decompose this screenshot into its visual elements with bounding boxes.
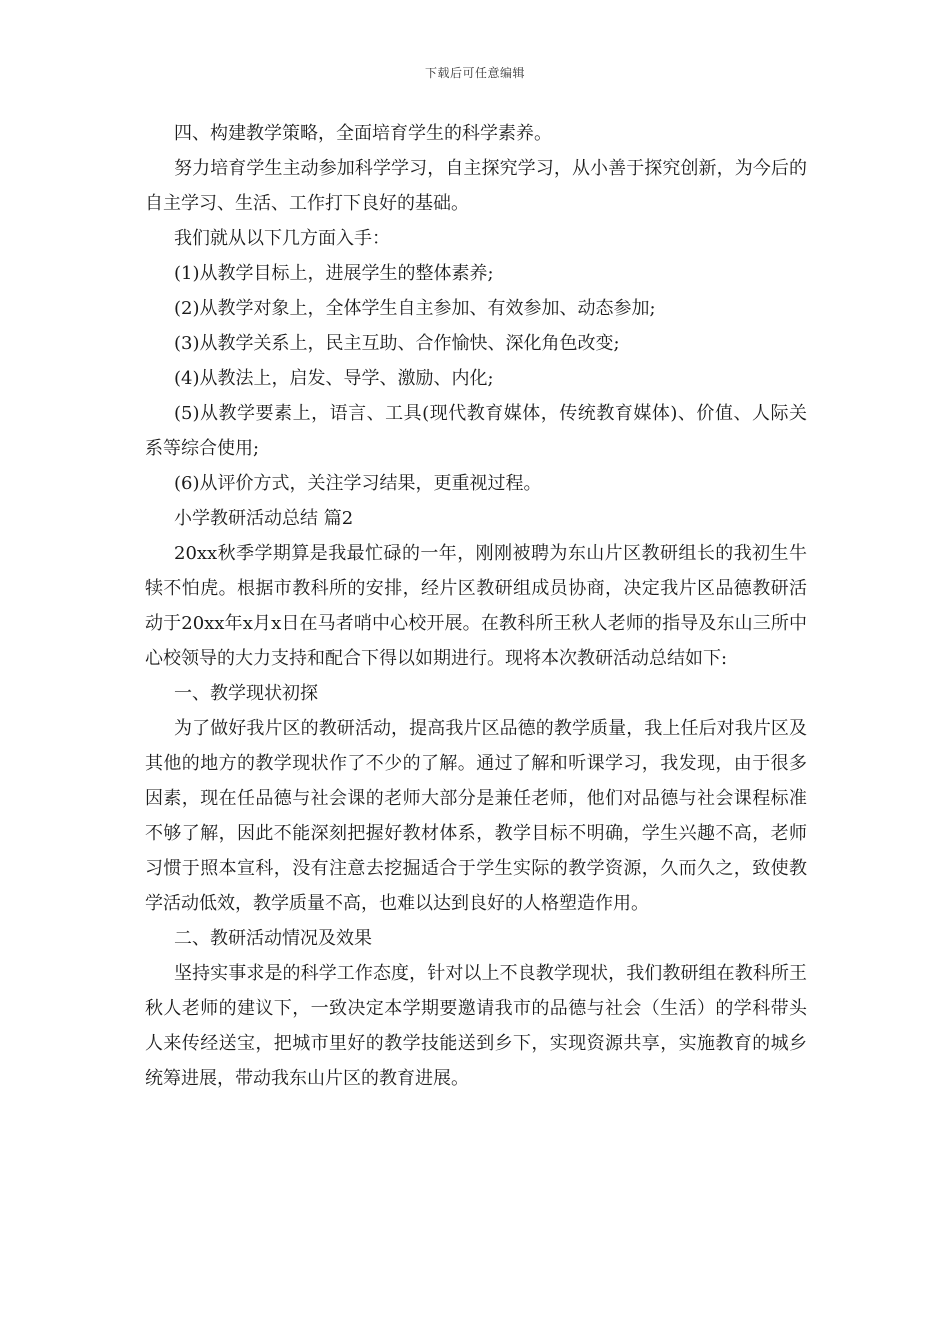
section-heading-2: 二、教研活动情况及效果 — [174, 928, 372, 949]
document-body — [145, 116, 807, 1096]
list-item: (6)从评价方式，关注学习结果，更重视过程。 — [174, 473, 542, 494]
paragraph: 努力培育学生主动参加科学学习，自主探究学习，从小善于探究创新，为今后的自主学习、生活、工作打下良好的基础。 — [145, 158, 807, 214]
list-item: (4)从教法上，启发、导学、激励、内化; — [174, 368, 494, 389]
paragraph: 20xx秋季学期算是我最忙碌的一年，刚刚被聘为东山片区教研组长的我初生牛犊不怕虎。根据市教科所的安排，经片区教研组成员协商，决定我片区品德教研活动于20xx年x月x日在马者哨中心校开展。在教科所王秋人老师的指导及东山三所中心校领导的大力支持和配合下得以如期进行。现将本次教研活动总结如下: — [145, 543, 807, 669]
list-item: (5)从教学要素上，语言、工具(现代教育媒体，传统教育媒体)、价值、人际关系等综合使用; — [145, 403, 807, 459]
article-title: 小学教研活动总结 篇2 — [174, 508, 354, 529]
section-heading-4: 四、构建教学策略，全面培育学生的科学素养。 — [174, 123, 552, 144]
list-item: (1)从教学目标上，进展学生的整体素养; — [174, 263, 494, 284]
section-heading-1: 一、教学现状初探 — [174, 683, 318, 704]
paragraph: 坚持实事求是的科学工作态度，针对以上不良教学现状，我们教研组在教科所王秋人老师的建议下，一致决定本学期要邀请我市的品德与社会（生活）的学科带头人来传经送宝，把城市里好的教学技能送到乡下，实现资源共享，实施教育的城乡统筹进展，带动我东山片区的教育进展。 — [145, 963, 807, 1089]
list-item: (2)从教学对象上，全体学生自主参加、有效参加、动态参加; — [174, 298, 656, 319]
paragraph: 我们就从以下几方面入手： — [174, 228, 390, 249]
list-item: (3)从教学关系上，民主互助、合作愉快、深化角色改变; — [174, 333, 620, 354]
paragraph: 为了做好我片区的教研活动，提高我片区品德的教学质量，我上任后对我片区及其他的地方的教学现状作了不少的了解。通过了解和听课学习，我发现，由于很多因素，现在任品德与社会课的老师大部分是兼任老师，他们对品德与社会课程标准不够了解，因此不能深刻把握好教材体系，教学目标不明确，学生兴趣不高，老师习惯于照本宣科，没有注意去挖掘适合于学生实际的教学资源，久而久之，致使教学活动低效，教学质量不高，也难以达到良好的人格塑造作用。 — [145, 718, 807, 914]
page-header: 下载后可任意编辑 — [424, 66, 525, 80]
